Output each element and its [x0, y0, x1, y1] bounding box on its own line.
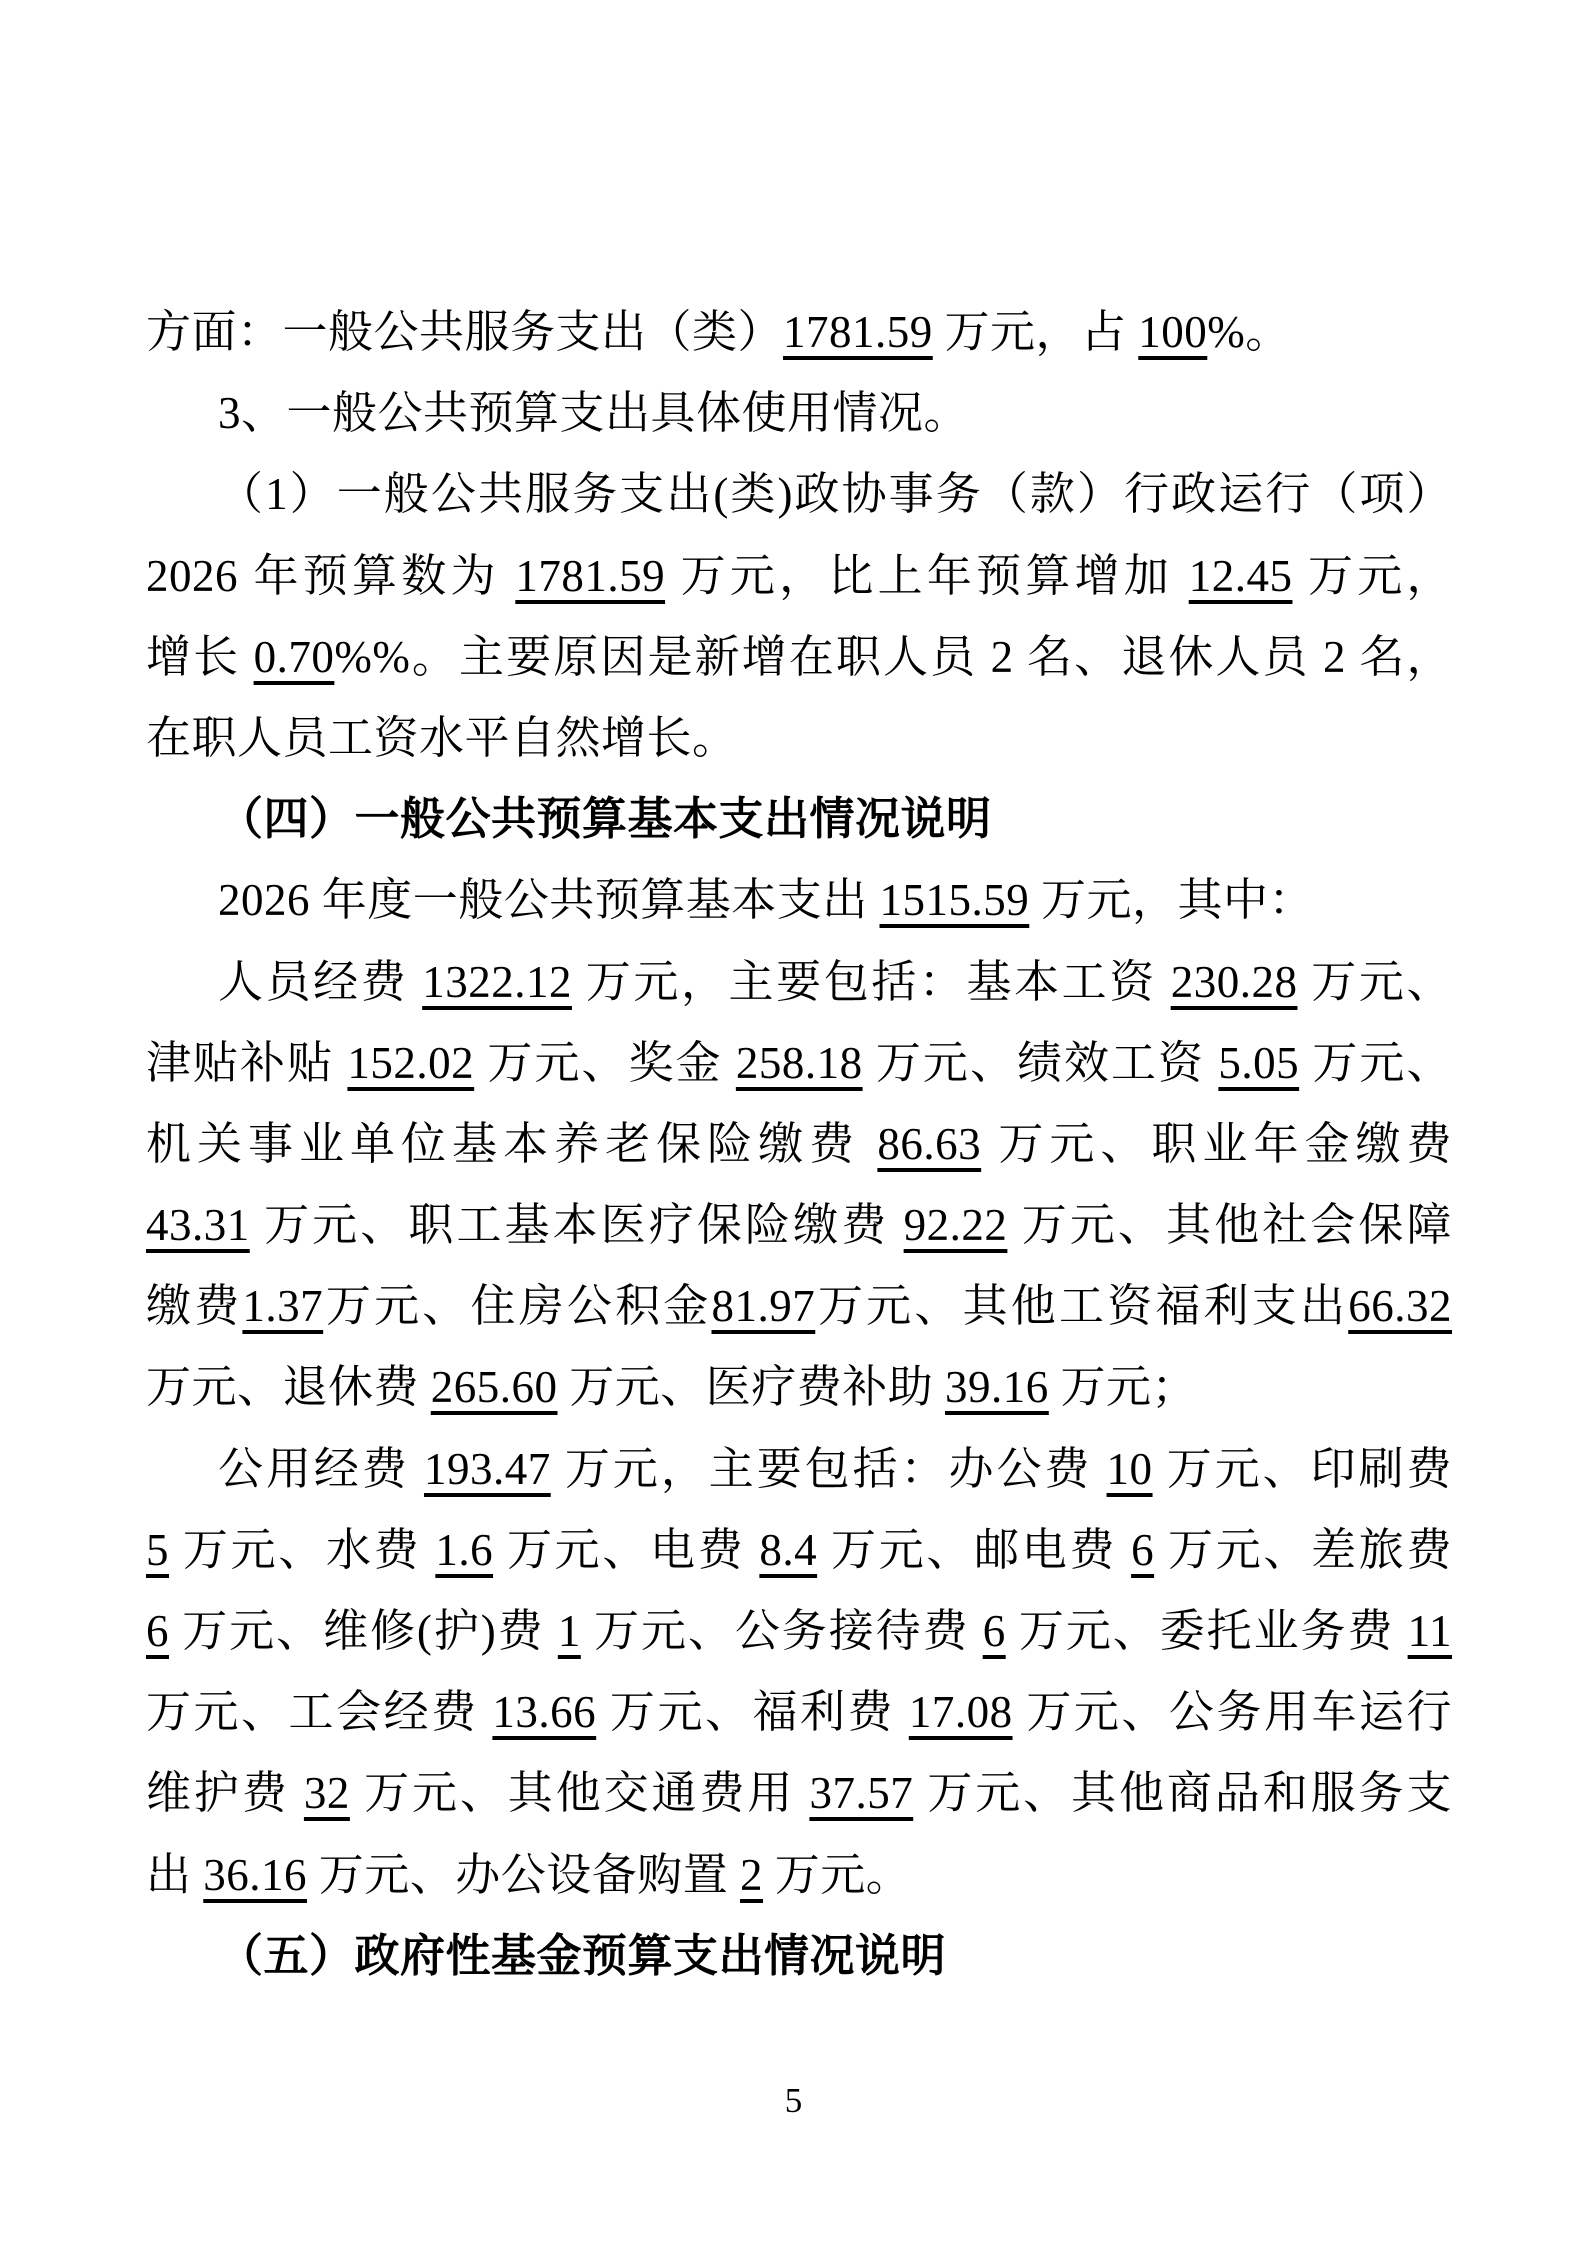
- document-line: [146, 698, 1452, 779]
- underlined-number: 6: [1131, 1524, 1155, 1575]
- text-run: 3、一般公共预算支出具体使用情况。: [218, 388, 970, 439]
- document-line: [146, 1185, 1452, 1266]
- document-line: [146, 1916, 1452, 1997]
- text-run: 机关事业单位基本养老保险缴费: [146, 1118, 878, 1169]
- underlined-number: 1.37: [242, 1281, 324, 1332]
- text-run: 万元、其他商品和服务支: [913, 1768, 1452, 1819]
- underlined-number: 36.16: [203, 1849, 308, 1900]
- underlined-number: 193.47: [423, 1443, 551, 1494]
- text-run: 万元；: [1048, 1362, 1198, 1413]
- text-run: 万元，比上年预算增加: [665, 550, 1189, 601]
- text-run: （1）一般公共服务支出(类)政协事务（款）行政运行（项）: [218, 469, 1452, 520]
- underlined-number: 6: [146, 1606, 169, 1656]
- text-run: 人员经费: [218, 956, 423, 1007]
- underlined-number: 1: [557, 1606, 581, 1656]
- underlined-number: 32: [303, 1768, 350, 1819]
- document-line: [146, 292, 1452, 373]
- text-run: 津贴补贴: [146, 1037, 348, 1088]
- text-run: 万元、绩效工资: [862, 1037, 1219, 1088]
- text-run: 万元，其中：: [1029, 875, 1315, 926]
- text-run: 万元、邮电费: [817, 1524, 1132, 1575]
- document-line: [146, 1347, 1452, 1428]
- document-line: [146, 779, 1452, 860]
- underlined-number: 86.63: [877, 1118, 982, 1169]
- underlined-number: 8.4: [759, 1524, 818, 1575]
- text-run: 万元、办公设备购置: [307, 1849, 741, 1900]
- document-line: [146, 1429, 1452, 1510]
- text-run: 在职人员工资水平自然增长。: [146, 712, 738, 763]
- text-run: %%。主要原因是新增在职人员 2 名、退休人员 2 名，: [334, 631, 1452, 682]
- document-line: [146, 1266, 1452, 1347]
- document-line: [146, 373, 1452, 454]
- text-run: 维护费: [146, 1768, 304, 1819]
- underlined-number: 5.05: [1218, 1037, 1300, 1088]
- text-run: 万元、电费: [493, 1524, 760, 1575]
- text-run: 万元、差旅费: [1154, 1524, 1452, 1575]
- document-line: [146, 454, 1452, 535]
- underlined-number: 1781.59: [783, 307, 933, 357]
- text-run: 万元、: [1297, 956, 1452, 1007]
- underlined-number: 11: [1407, 1606, 1452, 1656]
- text-run: 万元，占: [932, 307, 1139, 357]
- text-run: （五）政府性基金预算支出情况说明: [218, 1930, 947, 1981]
- underlined-number: 0.70: [253, 631, 335, 682]
- underlined-number: 1515.59: [879, 875, 1030, 926]
- underlined-number: 92.22: [903, 1200, 1008, 1251]
- text-run: 增长: [146, 631, 254, 682]
- text-run: 万元，主要包括：基本工资: [571, 956, 1171, 1007]
- underlined-number: 37.57: [809, 1768, 914, 1819]
- underlined-number: 1781.59: [515, 550, 666, 601]
- document-body: [146, 292, 1452, 1997]
- document-line: [146, 942, 1452, 1023]
- page-number: 5: [784, 2081, 803, 2120]
- underlined-number: 43.31: [146, 1200, 250, 1251]
- underlined-number: 66.32: [1348, 1281, 1452, 1332]
- text-run: 万元、职业年金缴费: [981, 1118, 1452, 1169]
- underlined-number: 2: [740, 1849, 764, 1900]
- document-line: [146, 1591, 1452, 1672]
- text-run: 2026 年度一般公共预算基本支出: [218, 875, 880, 926]
- text-run: 万元、住房公积金: [323, 1281, 712, 1332]
- text-run: 万元、委托业务费: [1005, 1606, 1408, 1656]
- document-line: [146, 1835, 1452, 1916]
- text-run: 万元、职工基本医疗保险缴费: [249, 1200, 904, 1251]
- text-run: 万元、印刷费: [1152, 1443, 1452, 1494]
- text-run: 出: [146, 1849, 204, 1900]
- underlined-number: 81.97: [711, 1281, 816, 1332]
- underlined-number: 13.66: [492, 1687, 597, 1738]
- underlined-number: 265.60: [430, 1362, 558, 1413]
- underlined-number: 5: [146, 1524, 169, 1575]
- document-line: [146, 1672, 1452, 1753]
- text-run: 2026 年预算数为: [146, 550, 516, 601]
- underlined-number: 258.18: [735, 1037, 863, 1088]
- underlined-number: 6: [982, 1606, 1006, 1656]
- text-run: 万元、福利费: [596, 1687, 909, 1738]
- text-run: 万元、奖金: [474, 1037, 736, 1088]
- underlined-number: 39.16: [945, 1362, 1049, 1413]
- text-run: 万元、水费: [169, 1524, 436, 1575]
- text-run: 万元，主要包括：办公费: [550, 1443, 1107, 1494]
- text-run: 万元、其他社会保障: [1007, 1200, 1452, 1251]
- document-line: [146, 536, 1452, 617]
- text-run: 万元、退休费: [146, 1362, 431, 1413]
- text-run: %。: [1207, 307, 1291, 357]
- document-line: [146, 1104, 1452, 1185]
- text-run: （四）一般公共预算基本支出情况说明: [218, 794, 992, 845]
- text-run: 万元、公务接待费: [580, 1606, 983, 1656]
- underlined-number: 10: [1106, 1443, 1153, 1494]
- text-run: 万元，: [1292, 550, 1452, 601]
- text-run: 公用经费: [218, 1443, 424, 1494]
- text-run: 万元、其他工资福利支出: [815, 1281, 1349, 1332]
- underlined-number: 100: [1138, 307, 1208, 357]
- text-run: 缴费: [146, 1281, 243, 1332]
- text-run: 万元。: [763, 1849, 912, 1900]
- text-run: 万元、维修(护)费: [169, 1606, 558, 1656]
- underlined-number: 230.28: [1170, 956, 1298, 1007]
- text-run: 万元、公务用车运行: [1012, 1687, 1452, 1738]
- document-line: [146, 860, 1452, 941]
- text-run: 方面：一般公共服务支出（类）: [146, 307, 784, 357]
- underlined-number: 1.6: [435, 1524, 494, 1575]
- text-run: 万元、其他交通费用: [349, 1768, 810, 1819]
- document-line: [146, 1753, 1452, 1834]
- underlined-number: 12.45: [1188, 550, 1293, 601]
- underlined-number: 1322.12: [422, 956, 572, 1007]
- document-line: [146, 617, 1452, 698]
- document-line: [146, 1510, 1452, 1591]
- text-run: 万元、: [1299, 1037, 1452, 1088]
- underlined-number: 152.02: [347, 1037, 475, 1088]
- underlined-number: 17.08: [908, 1687, 1013, 1738]
- text-run: 万元、医疗费补助: [557, 1362, 946, 1413]
- document-line: [146, 1023, 1452, 1104]
- text-run: 万元、工会经费: [146, 1687, 493, 1738]
